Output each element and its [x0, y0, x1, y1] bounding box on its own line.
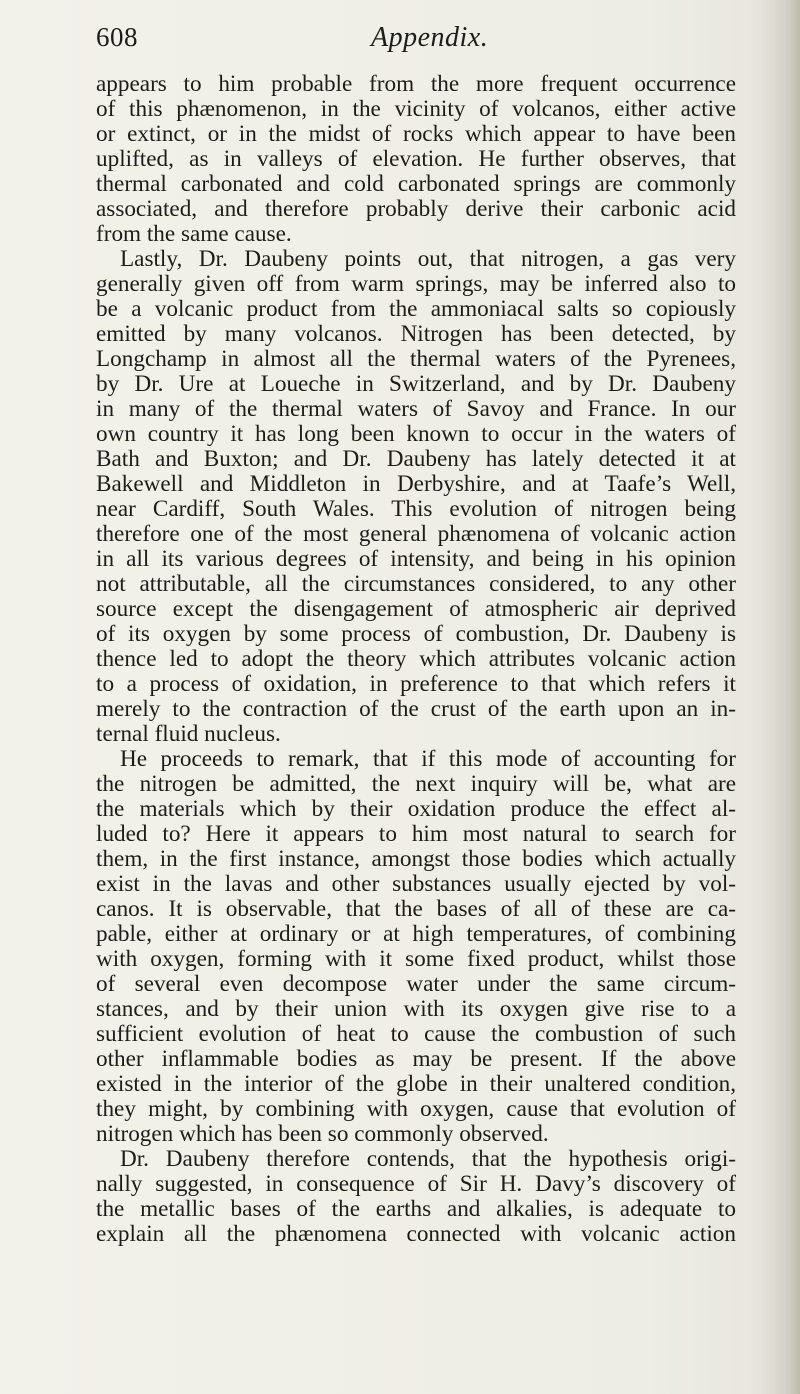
text-line: Lastly, Dr. Daubeny points out, that nitrogen, a gas very	[120, 246, 736, 272]
text-line: the nitrogen be admitted, the next inquiry will be, what are	[96, 771, 736, 797]
text-line: stances, and by their union with its oxygen give rise to a	[96, 996, 736, 1022]
text-line: exist in the lavas and other substances usually ejected by vol-	[96, 871, 736, 897]
text-line: them, in the first instance, amongst those bodies which actually	[96, 846, 736, 872]
page-number: 608	[96, 22, 138, 52]
text-line: Bakewell and Middleton in Derbyshire, and at Taafe’s Well,	[96, 471, 736, 497]
page-edge-shadow	[750, 0, 800, 1394]
body-text	[96, 72, 736, 1247]
text-line: by Dr. Ure at Loueche in Switzerland, and by Dr. Daubeny	[96, 371, 736, 397]
text-line: ternal fluid nucleus.	[96, 721, 281, 747]
text-line: with oxygen, forming with it some fixed product, whilst those	[96, 946, 736, 972]
text-line: canos. It is observable, that the bases of all of these are ca-	[96, 896, 736, 922]
text-line: therefore one of the most general phænomena of volcanic action	[96, 521, 736, 547]
text-line: be a volcanic product from the ammoniacal salts so copiously	[96, 296, 736, 322]
text-line: in many of the thermal waters of Savoy and France. In our	[96, 396, 736, 422]
text-line: explain all the phænomena connected with volcanic action	[96, 1221, 736, 1247]
text-line: luded to? Here it appears to him most natural to search for	[96, 821, 736, 847]
text-line: from the same cause.	[96, 221, 292, 247]
text-line: appears to him probable from the more frequent occurrence	[96, 71, 736, 97]
text-line: other inflammable bodies as may be present. If the above	[96, 1046, 736, 1072]
text-line: the metallic bases of the earths and alkalies, is adequate to	[96, 1196, 736, 1222]
page-header	[96, 22, 736, 62]
text-line: own country it has long been known to occur in the waters of	[96, 421, 736, 447]
text-line: in all its various degrees of intensity, and being in his opinion	[96, 546, 736, 572]
running-head: Appendix.	[371, 22, 489, 53]
text-line: He proceeds to remark, that if this mode of accounting for	[120, 746, 736, 772]
text-line: pable, either at ordinary or at high temperatures, of combining	[96, 921, 736, 947]
text-line: associated, and therefore probably derive their carbonic acid	[96, 196, 736, 222]
text-line: of this phænomenon, in the vicinity of volcanos, either active	[96, 96, 736, 122]
text-line: Bath and Buxton; and Dr. Daubeny has lately detected it at	[96, 446, 736, 472]
text-line: uplifted, as in valleys of elevation. He further observes, that	[96, 146, 736, 172]
text-line: generally given off from warm springs, may be inferred also to	[96, 271, 736, 297]
text-line: to a process of oxidation, in preference to that which refers it	[96, 671, 736, 697]
text-line: existed in the interior of the globe in their unaltered condition,	[96, 1071, 736, 1097]
text-line: nally suggested, in consequence of Sir H. Davy’s discovery of	[96, 1171, 736, 1197]
text-line: merely to the contraction of the crust of the earth upon an in-	[96, 696, 736, 722]
text-line: Longchamp in almost all the thermal waters of the Pyrenees,	[96, 346, 736, 372]
text-line: nitrogen which has been so commonly observed.	[96, 1121, 549, 1147]
text-line: thence led to adopt the theory which attributes volcanic action	[96, 646, 736, 672]
text-line: Dr. Daubeny therefore contends, that the hypothesis origi-	[120, 1146, 736, 1172]
text-line: of several even decompose water under the same circum-	[96, 971, 736, 997]
text-line: of its oxygen by some process of combustion, Dr. Daubeny is	[96, 621, 736, 647]
text-line: they might, by combining with oxygen, cause that evolution of	[96, 1096, 736, 1122]
text-line: not attributable, all the circumstances considered, to any other	[96, 571, 736, 597]
text-line: sufficient evolution of heat to cause the combustion of such	[96, 1021, 736, 1047]
text-line: source except the disengagement of atmospheric air deprived	[96, 596, 736, 622]
text-line: or extinct, or in the midst of rocks which appear to have been	[96, 121, 736, 147]
text-line: emitted by many volcanos. Nitrogen has been detected, by	[96, 321, 736, 347]
text-line: thermal carbonated and cold carbonated springs are commonly	[96, 171, 736, 197]
text-line: the materials which by their oxidation produce the effect al-	[96, 796, 736, 822]
text-line: near Cardiff, South Wales. This evolution of nitrogen being	[96, 496, 736, 522]
